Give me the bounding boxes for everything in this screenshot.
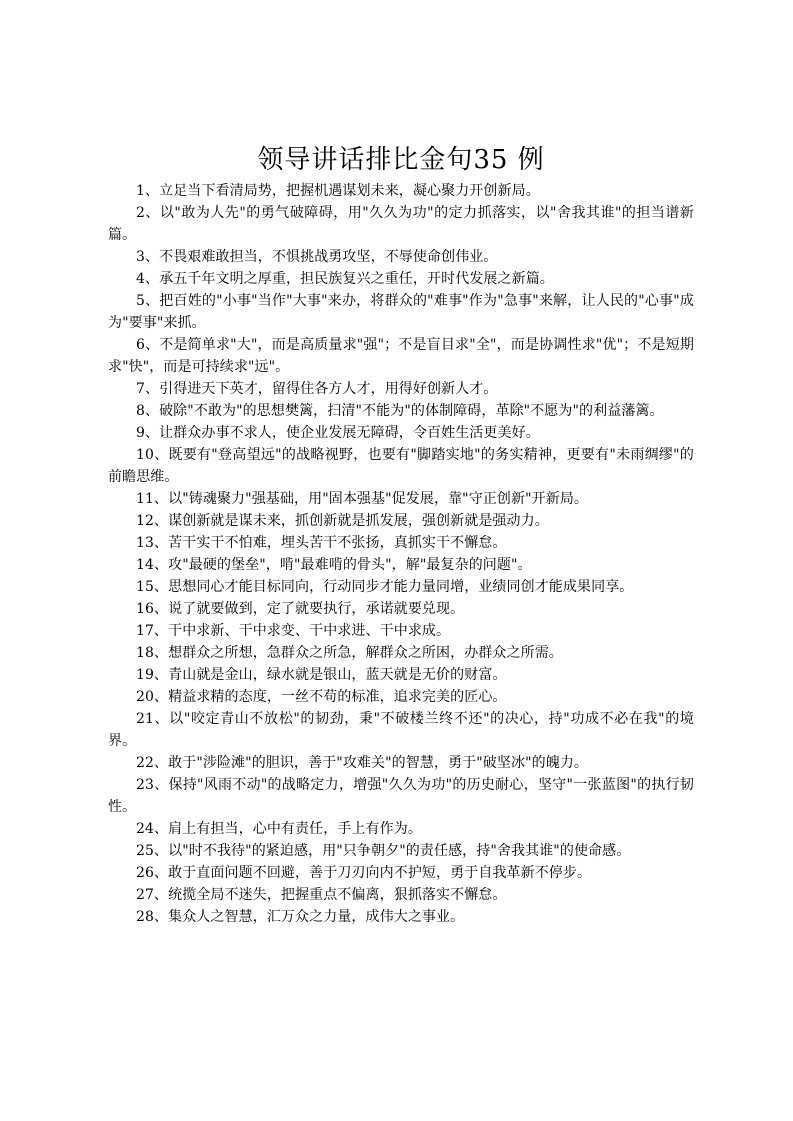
quote-item: 21、以"咬定青山不放松"的韧劲，秉"不破楼兰终不还"的决心，持"功成不必在我"的境界。 xyxy=(108,711,694,749)
quote-item: 28、集众人之智慧，汇万众之力量，成伟大之事业。 xyxy=(136,909,465,925)
document-page xyxy=(108,140,694,928)
quote-item: 18、想群众之所想，急群众之所急，解群众之所困，办群众之所需。 xyxy=(136,645,563,661)
quote-item: 4、承五千年文明之厚重，担民族复兴之重任，开时代发展之新篇。 xyxy=(136,271,554,287)
quote-list xyxy=(108,180,694,928)
quote-item: 1、立足当下看清局势，把握机遇谋划未来，凝心聚力开创新局。 xyxy=(136,183,540,199)
quote-item: 8、破除"不敢为"的思想樊篱，扫清"不能为"的体制障碍，革除"不愿为"的利益藩篱。 xyxy=(136,403,664,419)
quote-item: 17、干中求新、干中求变、干中求进、干中求成。 xyxy=(136,623,451,639)
quote-item: 10、既要有"登高望远"的战略视野，也要有"脚踏实地"的务实精神，更要有"未雨绸缪"的前瞻思维。 xyxy=(108,447,694,485)
quote-item: 13、苦干实干不怕难，埋头苦干不张扬，真抓实干不懈怠。 xyxy=(136,535,507,551)
quote-item: 22、敢于"涉险滩"的胆识，善于"攻难关"的智慧，勇于"破坚冰"的魄力。 xyxy=(136,755,589,771)
quote-item: 9、让群众办事不求人，使企业发展无障碍，令百姓生活更美好。 xyxy=(136,425,540,441)
quote-item: 24、肩上有担当，心中有责任，手上有作为。 xyxy=(136,821,422,837)
quote-item: 15、思想同心才能目标同向，行动同步才能力量同增，业绩同创才能成果同享。 xyxy=(136,579,634,595)
quote-item: 7、引得进天下英才，留得住各方人才，用得好创新人才。 xyxy=(136,381,498,397)
quote-item: 14、攻"最硬的堡垒"，啃"最难啃的骨头"，解"最复杂的问题"。 xyxy=(136,557,532,573)
quote-item: 11、以"铸魂聚力"强基础，用"固本强基"促发展，靠"守正创新"开新局。 xyxy=(136,491,589,507)
quote-item: 27、统揽全局不迷失，把握重点不偏离，狠抓落实不懈怠。 xyxy=(136,887,507,903)
quote-item: 16、说了就要做到，定了就要执行，承诺就要兑现。 xyxy=(136,601,465,617)
quote-item: 25、以"时不我待"的紧迫感，用"只争朝夕"的责任感，持"舍我其谁"的使命感。 xyxy=(136,843,631,859)
quote-item: 6、不是简单求"大"，而是高质量求"强"；不是盲目求"全"，而是协调性求"优"；不是短期求"快"，而是可持续求"远"。 xyxy=(108,337,694,375)
quote-item: 23、保持"风雨不动"的战略定力，增强"久久为功"的历史耐心，坚守"一张蓝图"的执行韧性。 xyxy=(108,777,694,815)
quote-item: 26、敢于直面问题不回避，善于刀刃向内不护短，勇于自我革新不停步。 xyxy=(136,865,592,881)
quote-item: 3、不畏艰难敢担当，不惧挑战勇攻坚，不辱使命创伟业。 xyxy=(136,249,498,265)
quote-item: 5、把百姓的"小事"当作"大事"来办，将群众的"难事"作为"急事"来解，让人民的"心事"成为"要事"来抓。 xyxy=(108,293,694,331)
quote-item: 2、以"敢为人先"的勇气破障碍，用"久久为功"的定力抓落实，以"舍我其谁"的担当谱新篇。 xyxy=(108,205,694,243)
quote-item: 19、青山就是金山，绿水就是银山，蓝天就是无价的财富。 xyxy=(136,667,507,683)
document-title: 领导讲话排比金句35 例 xyxy=(257,145,545,175)
quote-item: 12、谋创新就是谋未来，抓创新就是抓发展，强创新就是强动力。 xyxy=(136,513,549,529)
quote-item: 20、精益求精的态度，一丝不苟的标准，追求完美的匠心。 xyxy=(136,689,507,705)
